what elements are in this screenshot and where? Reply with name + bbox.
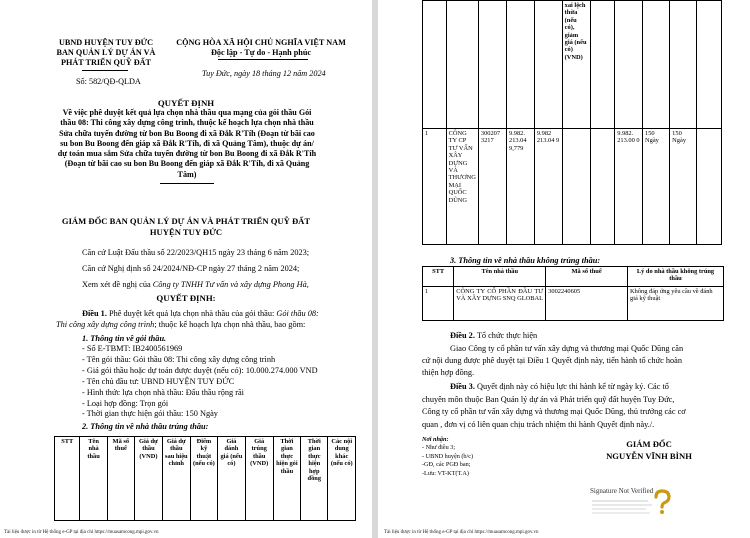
article-3-line: chuyên môn thuộc Ban Quản lý dự án và Phát triển quỹ đất huyện Tuy Đức, [422,394,675,404]
article-1-label: Điều 1. [82,309,107,318]
winner-time-contract: 150 Ngày [670,129,697,245]
loser-col-name: Tên nhà thầu [454,267,546,287]
cont-cell [478,1,506,129]
basis-3-prefix: Xem xét đề nghị của [82,280,153,289]
loser-table [422,266,724,321]
legal-basis-3 [82,279,309,290]
loser-row [423,287,724,321]
package-info-item: - Giá gói thầu hoặc dự toán được duyệt (nếu có): 10.000.274.000 VND [82,365,318,375]
package-info-item: - Tên gói thầu: Gói thầu 08: Thi công xây dựng công trình [82,354,276,364]
article-3-text [422,381,722,431]
article-2-line: thiện hợp đồng. [422,368,475,377]
recipient-item: -Lưu: VT-KT(T.A) [422,469,469,477]
cont-cell [643,1,670,129]
col-tax: Mã số thuế [107,437,134,521]
recipient-item: - UBND huyện (b/c) [422,452,474,460]
col-award: Giá trúng thầu (VND) [245,437,273,521]
col-time-package: Thời gian thực hiện gói thầu [273,437,300,521]
authority [30,216,342,238]
cont-cell [697,1,722,129]
subject-line: (Đoạn từ bãi cao su bon Bu Boong đến giáp xã Đắk R'Tíh, đi xã Quảng [64,159,310,169]
col-tech-score: Điểm kỹ thuật (nếu có) [190,437,218,521]
decision-title: QUYẾT ĐỊNH [157,98,215,108]
subject-line: Tâm) [177,169,197,179]
recipients-title: Nơi nhận: [422,436,449,443]
article-2-line: Giao Công ty cổ phần tư vấn xây dựng và thương mại Quốc Dũng căn [450,344,684,353]
cont-cell [590,1,615,129]
signer-title: GIÁM ĐỐC [626,439,672,449]
article-1-text: Phê duyệt kết quả lựa chọn nhà thầu của gói thầu: [106,309,277,318]
winner-adjusted: 9.982 213.04 9 [534,129,562,245]
package-info-item: - Hình thức lựa chọn nhà thầu: Đấu thầu rộng rãi [82,387,244,397]
package-info-item: - Loại hợp đồng: Trọn gói [82,398,169,408]
org-line-1: UBND HUYỆN TUY ĐỨC [58,38,154,47]
nation-name: CỘNG HÒA XÃ HỘI CHỦ NGHĨA VIỆT NAM [176,38,346,47]
signer-block [574,438,724,462]
cont-cell [534,1,562,129]
org-line-3: PHÁT TRIỂN QUỸ ĐẤT [60,58,151,67]
col-bid: Giá dự thầu (VND) [134,437,162,521]
subject-underline [160,183,214,184]
legal-basis-1: Căn cứ Luật Đấu thầu số 22/2023/QH15 ngày 23 tháng 6 năm 2023; [82,248,310,257]
winner-table-header [54,436,356,521]
package-info-item: - Số E-TBMT: IB2400561969 [82,344,183,353]
winner-table-continued [422,0,722,245]
winner-tech-score [562,129,590,245]
article-2-label: Điều 2. [450,331,475,340]
signer-name: NGUYỄN VĨNH BÌNH [606,451,692,461]
cont-cell [507,1,535,129]
doc-number: Số: 582/QĐ-QLDA [76,77,141,86]
decision-subject [34,108,340,180]
winner-other [697,129,722,245]
page-left [0,0,372,538]
loser-tax: 3002240605 [546,287,628,321]
winner-bid: 9.982. 213.04 9,779 [507,129,535,245]
col-adjusted: Giá dự thầu sau hiệu chỉnh [162,437,190,521]
page-footer: Tài liệu được in từ Hệ thống e-GP tại địa chỉ https://muasamcong.mpi.gov.vn [4,530,159,535]
subject-line: Sửa chữa tuyến đường từ bon Bu Boong đi xã Đắk R'Tíh (Đoạn từ bãi cao [59,128,315,138]
winner-name: CÔNG TY CP TƯ VẤN XÂY DỰNG VÀ THƯƠNG MẠI QUỐC DŨNG [446,129,478,245]
question-mark-icon [648,488,676,516]
loser-col-stt: STT [423,267,454,287]
digital-signature: Signature Not Verified [590,487,654,495]
cont-cell [615,1,643,129]
article-2-title: Tổ chức thực hiện [474,331,538,340]
winner-time-package: 150 Ngày [643,129,670,245]
motto-underline [218,59,308,60]
article-3-line: quan , đơn vị có liên quan chịu trách nhiệm thi hành Quyết định này./. [422,419,655,429]
cont-cell [423,1,447,129]
article-2-text [422,343,722,379]
package-info-item: - Tên chủ đầu tư: UBND HUYỆN TUY ĐỨC [82,376,235,386]
loser-name: CÔNG TY CỔ PHẦN ĐẦU TƯ VÀ XÂY DỰNG SNQ GLOBAL [454,287,546,321]
winner-eval-price [590,129,615,245]
place-date: Tuy Đức, ngày 18 tháng 12 năm 2024 [202,69,326,78]
authority-line-1: GIÁM ĐỐC BAN QUẢN LÝ DỰ ÁN VÀ PHÁT TRIỂN QUỸ ĐẤT [61,216,311,226]
article-2-heading [450,330,537,341]
recipients [422,436,473,478]
winner-stt: 1 [423,129,447,245]
org-line-2: BAN QUẢN LÝ DỰ ÁN VÀ [56,48,156,57]
article-3-line: Công ty cổ phần tư vấn xây dựng và thương mại Quốc Dũng, thủ trưởng các cơ [422,407,686,416]
winner-award: 9.982. 213.00 0 [615,129,643,245]
recipient-item: -GĐ, các PGĐ ban; [422,461,471,469]
article-3-first-line [422,381,722,394]
loser-reason: Không đáp ứng yêu cầu về đánh giá kỹ thuật [628,287,724,321]
loser-stt: 1 [423,287,454,321]
section-1-title: 1. Thông tin về gói thầu. [82,334,167,343]
legal-basis-2: Căn cứ Nghị định số 24/2024/NĐ-CP ngày 27 tháng 2 năm 2024; [82,264,300,273]
package-info-item: - Thời gian thực hiện gói thầu: 150 Ngày [82,409,218,419]
recipient-item: - Như điều 3; [422,444,456,452]
section-2-title: 2. Thông tin về nhà thầu trúng thầu: [82,422,209,431]
article-1-line-1 [82,308,319,319]
org-header [48,38,164,68]
section-3-title: 3. Thông tin về nhà thầu không trúng thầu: [450,256,601,265]
winner-row [423,129,722,245]
col-other: Các nội dung khác (nếu có) [328,437,356,521]
basis-3-suffix: , [306,280,309,289]
basis-3-company: Công ty TNHH Tư vấn và xây dựng Phong Hà [152,280,307,289]
cont-cell [670,1,697,129]
national-motto: Độc lập - Tự do - Hạnh phúc [210,48,312,57]
cont-header-deviation: xai lệch thừa (nếu có), giảm giá (nếu có) (VND) [562,1,590,129]
article-1-package: Gói thầu 08: [276,309,319,318]
article-1-continued: ; thuộc kế hoạch lựa chọn nhà thầu, bao gồm: [154,320,306,329]
subject-line: dự toán mua sắm Sửa chữa tuyến đường từ bon Bu Boong đi xã Đắk R'Tíh [57,149,317,159]
authority-line-2: HUYỆN TUY ĐỨC [149,227,223,237]
subject-line: su bon Bu Boong đến giáp xã Đắk R'Tíh, đi xã Quảng Tâm), thuộc dự án/ [60,138,314,148]
loser-col-reason: Lý do nhà thầu không trúng thầu [628,267,724,287]
subject-line: Về việc phê duyệt kết quả lựa chọn nhà thầu qua mạng của gói thầu Gói [62,108,312,117]
article-3-line: Quyết định này có hiệu lực thi hành kể từ ngày ký. Các tổ [474,382,669,391]
winner-tax: 300207 3217 [478,129,506,245]
col-stt: STT [55,437,80,521]
article-3-label: Điều 3. [450,382,475,391]
loser-col-tax: Mã số thuế [546,267,628,287]
package-info-list [82,344,318,420]
subject-line: thầu 08: Thi công xây dựng công trình, thuộc kế hoạch lựa chọn nhà thầu [60,118,314,128]
article-1-line-2 [56,319,305,330]
article-1-package-name: Thi công xây dựng công trình [56,320,155,329]
cont-cell [446,1,478,129]
decide-heading: QUYẾT ĐỊNH: [156,293,216,303]
org-underline [82,70,128,71]
col-name: Tên nhà thầu [80,437,107,521]
article-2-line: cứ nội dung được phê duyệt tại Điều 1 Quyết định này, tiến hành tổ chức hoàn [422,356,682,365]
page-right [378,0,750,538]
col-eval-price: Giá đánh giá (nếu có) [218,437,245,521]
page-footer: Tài liệu được in từ Hệ thống e-GP tại địa chỉ https://muasamcong.mpi.gov.vn [384,530,539,535]
col-time-contract: Thời gian thực hiện hợp đồng [301,437,328,521]
nation-header [166,38,356,58]
